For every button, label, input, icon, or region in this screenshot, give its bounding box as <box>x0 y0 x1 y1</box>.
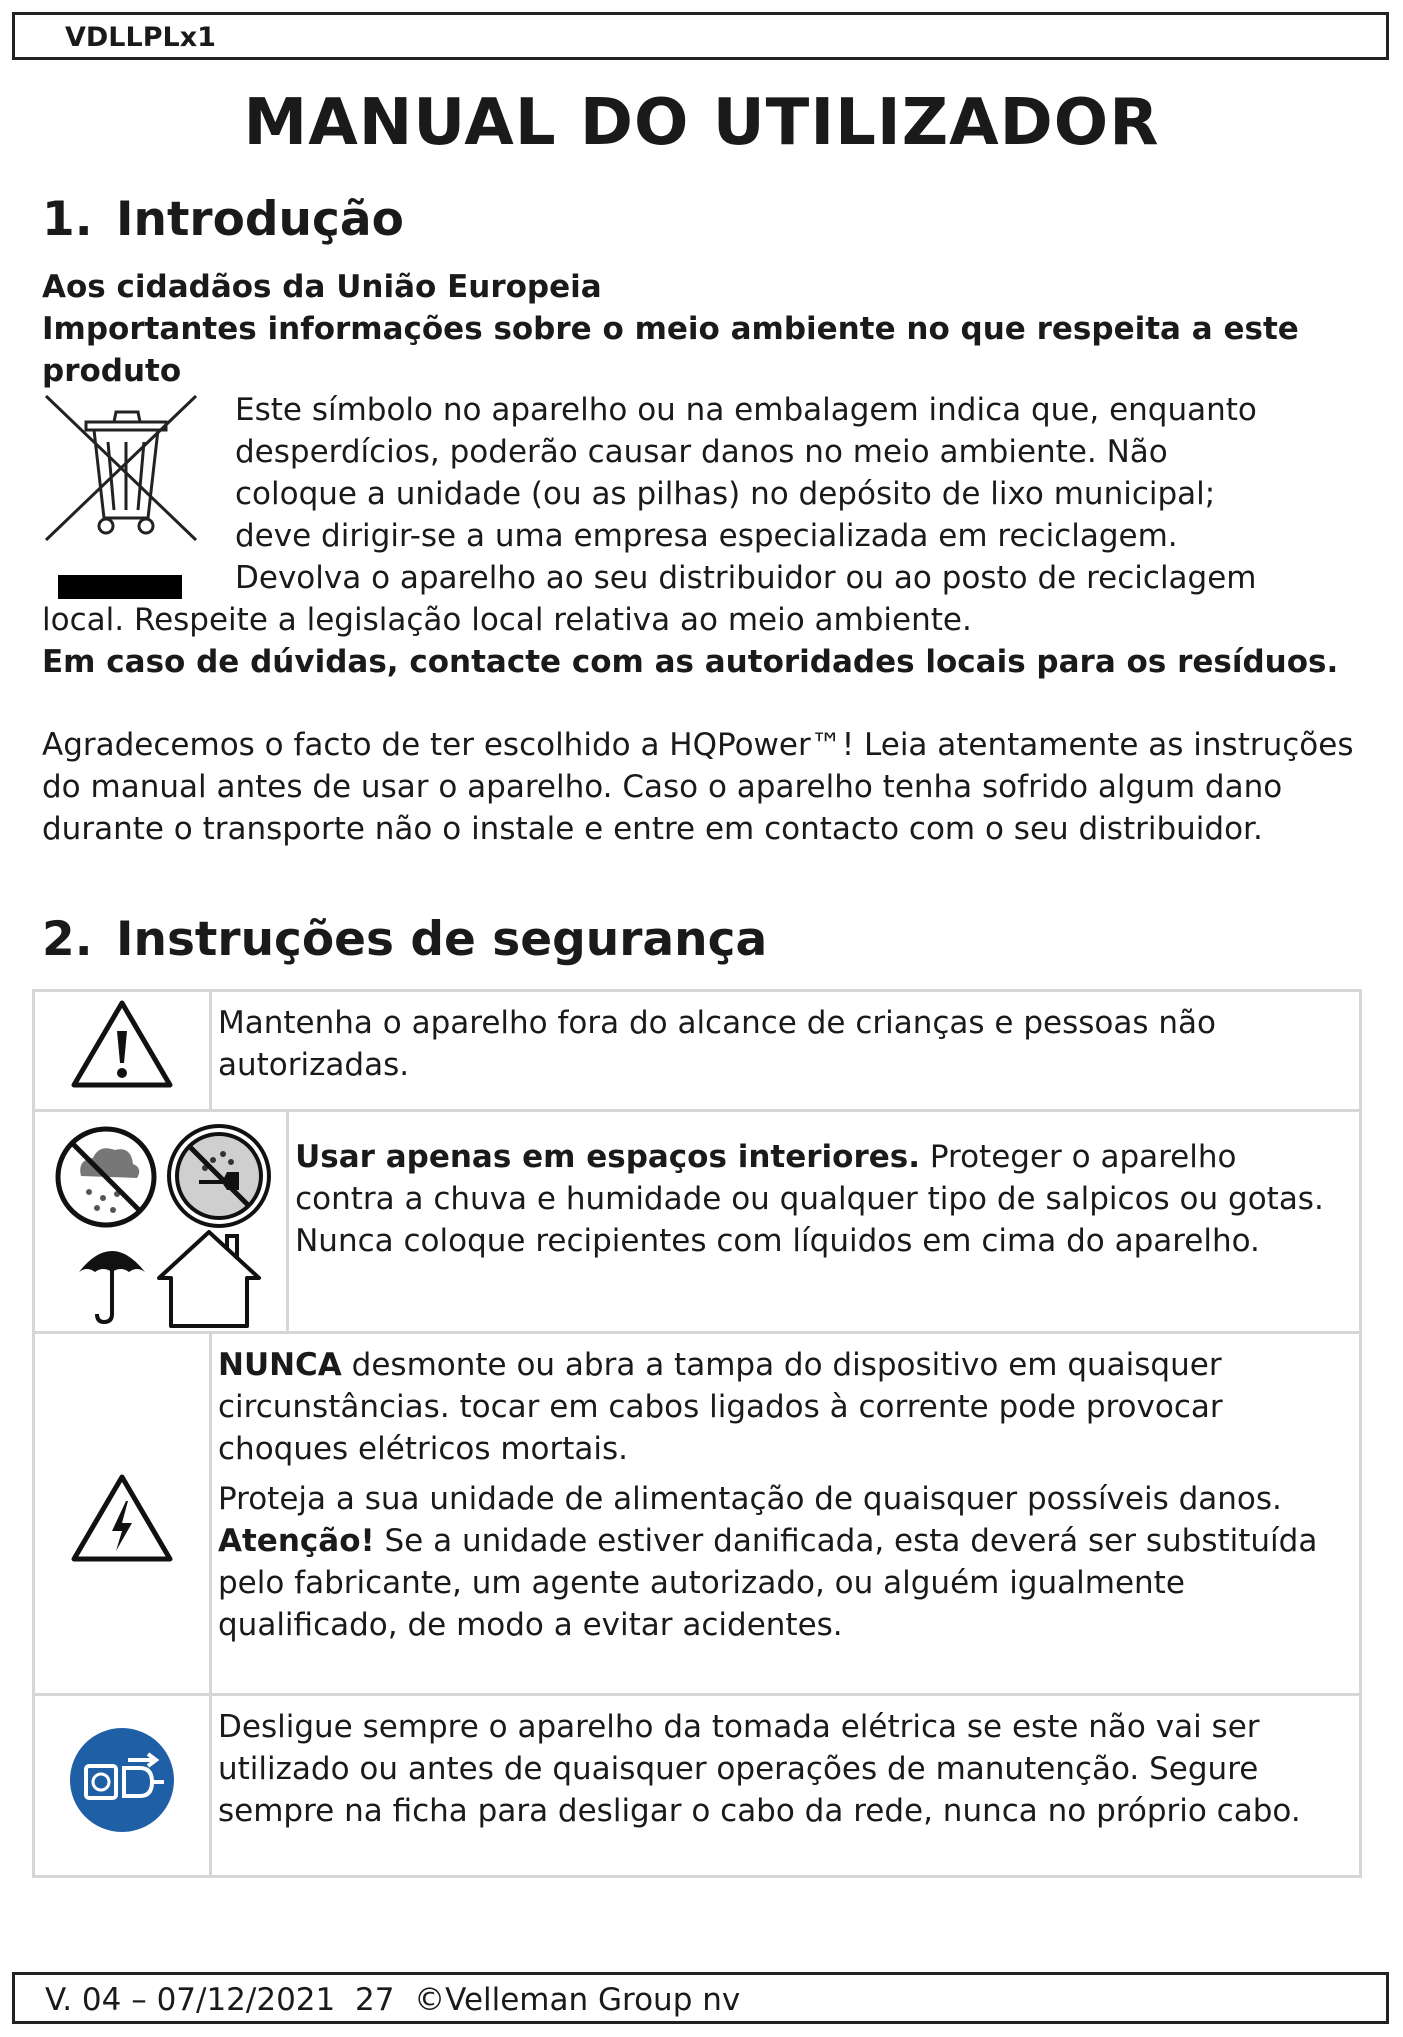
section-1-number: 1. <box>42 192 93 247</box>
electric-shock-icon <box>68 1471 176 1567</box>
footer-version: V. 04 – 07/12/2021 <box>45 1982 336 2018</box>
row-text: Proteger o aparelho contra a chuva e humidade ou qualquer tipo de salpicos ou gotas. Nunca coloque recipientes com líquidos em cima do aparelho. <box>295 1139 1324 1259</box>
section-2-title: Instruções de segurança <box>116 912 768 967</box>
header-box <box>12 12 1389 60</box>
no-rain-icon <box>53 1124 159 1230</box>
text-cell <box>211 1695 1361 1877</box>
icon-cell <box>34 1695 211 1877</box>
eu-citizens-heading: Aos cidadãos da União Europeia <box>42 269 602 305</box>
never-label: NUNCA <box>218 1347 342 1383</box>
attention-text: Se a unidade estiver danificada, esta deverá ser substituída pelo fabricante, um agente autorizado, ou alguém igualmente qualificado, de modo a evitar acidentes. <box>218 1523 1318 1643</box>
safety-table <box>32 989 1362 1878</box>
footer-copyright: ©Velleman Group nv <box>414 1982 741 2018</box>
safety-row <box>34 1695 1361 1877</box>
environment-heading: Importantes informações sobre o meio ambiente no que respeita a este produto <box>42 311 1299 389</box>
safety-row <box>34 1333 1361 1695</box>
text-cell <box>211 991 1361 1111</box>
attention-label: Atenção! <box>218 1523 375 1559</box>
text-cell <box>211 1333 1361 1695</box>
section-1-title: Introdução <box>116 192 404 247</box>
product-code: VDLLPLx1 <box>65 22 216 53</box>
umbrella-icon <box>75 1236 149 1326</box>
weee-paragraph <box>235 389 1375 599</box>
safety-row <box>34 1111 1361 1333</box>
section-2-number: 2. <box>42 912 93 967</box>
unplug-icon <box>68 1726 176 1834</box>
weee-bin-icon <box>42 392 200 544</box>
footer-text <box>45 1982 740 2018</box>
icon-cell <box>34 991 211 1111</box>
attention-paragraph <box>218 1520 1339 1646</box>
weee-black-bar <box>58 575 182 599</box>
footer-box <box>12 1972 1389 2024</box>
section-2-heading <box>42 912 767 967</box>
icon-cell <box>34 1111 288 1333</box>
weee-line: coloque a unidade (ou as pilhas) no depósito de lixo municipal; <box>235 476 1216 512</box>
section-1-heading <box>42 192 404 247</box>
never-text: desmonte ou abra a tampa do dispositivo em quaisquer circunstâncias. tocar em cabos ligados à corrente pode provocar choques elétricos mortais. <box>218 1347 1223 1467</box>
weee-line: Este símbolo no aparelho ou na embalagem indica que, enquanto <box>235 392 1257 428</box>
doubts-paragraph: Em caso de dúvidas, contacte com as autoridades locais para os resíduos. <box>42 644 1339 680</box>
row-text: Mantenha o aparelho fora do alcance de crianças e pessoas não autorizadas. <box>218 1005 1216 1083</box>
protect-text: Proteja a sua unidade de alimentação de quaisquer possíveis danos. <box>218 1481 1282 1517</box>
house-icon <box>153 1226 265 1330</box>
protect-paragraph <box>218 1478 1339 1520</box>
row-bold-text: Usar apenas em espaços interiores. <box>295 1139 921 1175</box>
icon-cell <box>34 1333 211 1695</box>
row-text: Desligue sempre o aparelho da tomada elétrica se este não vai ser utilizado ou antes de quaisquer operações de manutenção. Segure sempre na ficha para desligar o cabo da rede, nunca no próprio cabo. <box>218 1709 1301 1829</box>
no-splash-icon <box>165 1122 273 1230</box>
weee-line: Devolva o aparelho ao seu distribuidor ou ao posto de reciclagem <box>235 560 1257 596</box>
document-title: MANUAL DO UTILIZADOR <box>243 86 1160 160</box>
text-cell <box>288 1111 1361 1333</box>
weee-line: desperdícios, poderão causar danos no meio ambiente. Não <box>235 434 1168 470</box>
footer-page: 27 <box>354 1982 395 2018</box>
never-paragraph <box>218 1344 1339 1470</box>
safety-row <box>34 991 1361 1111</box>
weee-last-line: local. Respeite a legislação local relativa ao meio ambiente. <box>42 602 972 638</box>
thanks-paragraph: Agradecemos o facto de ter escolhido a HQPower™! Leia atentamente as instruções do manual antes de usar o aparelho. Caso o aparelho tenha sofrido algum dano durante o transporte não o instale e entre em contacto com o seu distribuidor. <box>42 727 1354 847</box>
weee-line: deve dirigir-se a uma empresa especializada em reciclagem. <box>235 518 1178 554</box>
warning-triangle-icon <box>68 997 176 1093</box>
